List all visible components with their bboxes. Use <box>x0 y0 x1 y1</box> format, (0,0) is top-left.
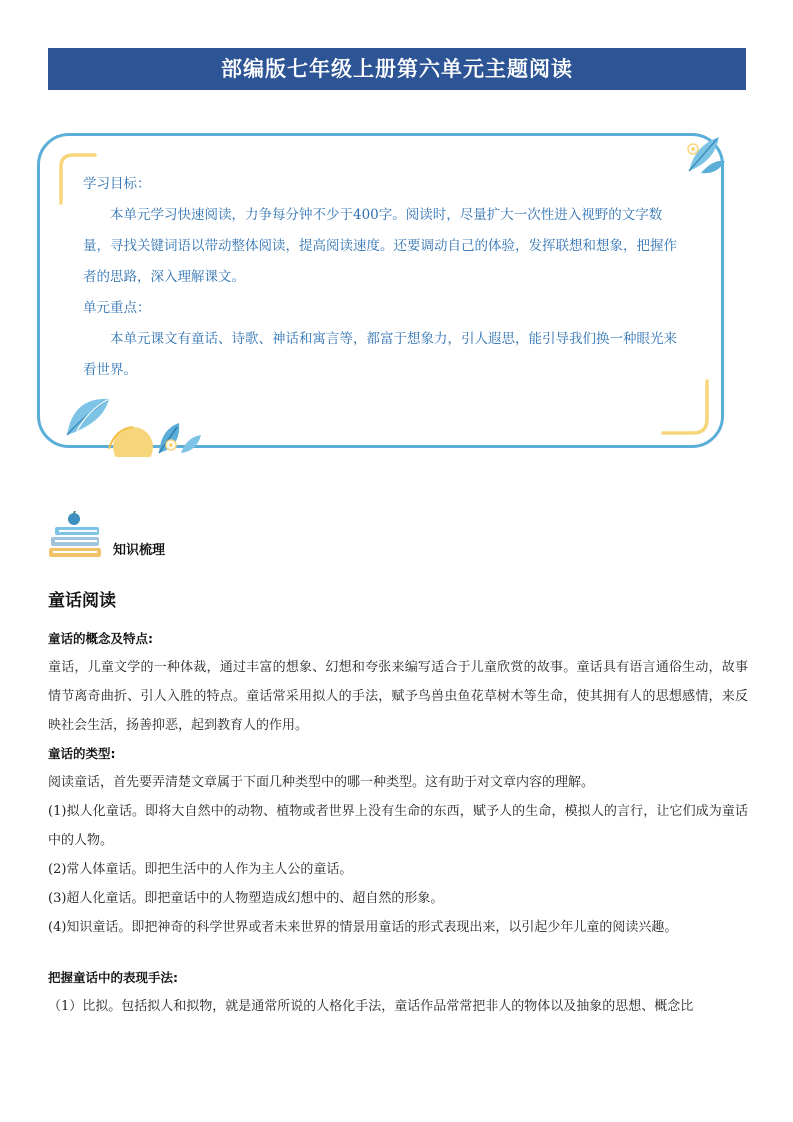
section-label: 知识梳理 <box>113 543 166 558</box>
type-item: (4)知识童话。即把神奇的科学世界或者未来世界的情景用童话的形式表现出来，以引起少年儿童的阅读兴趣。 <box>48 920 678 935</box>
concept-heading: 童话的概念及特点: <box>48 631 153 646</box>
leaf-flower-icon <box>679 133 727 177</box>
technique-paragraph: （1）比拟。包括拟人和拟物，就是通常所说的人格化手法，童话作品常常把非人的物体以及抽象的思想、概念比 <box>48 999 694 1014</box>
goal-paragraph: 本单元学习快速阅读，力争每分钟不少于400字。阅读时，尽量扩大一次性进入视野的文字数量，寻找关键词语以带动整体阅读，提高阅读速度。还要调动自己的体验，发挥联想和想象，把握作者的思路，深入理解课文。 <box>83 207 677 285</box>
goals-text <box>83 169 683 386</box>
umbrella-sun-icon <box>63 389 203 457</box>
goal-heading: 学习目标： <box>83 176 151 192</box>
types-heading: 童话的类型: <box>48 746 116 761</box>
technique-heading: 把握童话中的表现手法: <box>48 970 178 985</box>
type-item: (3)超人化童话。即把童话中的人物塑造成幻想中的、超自然的形象。 <box>48 891 444 906</box>
books-apple-icon <box>49 511 105 557</box>
learning-goals-box <box>37 133 724 448</box>
types-intro: 阅读童话，首先要弄清楚文章属于下面几种类型中的哪一种类型。这有助于对文章内容的理解。 <box>48 775 595 790</box>
main-content <box>48 586 748 1021</box>
section-heading: 童话阅读 <box>48 591 116 611</box>
key-heading: 单元重点： <box>83 300 151 316</box>
type-item: (1)拟人化童话。即将大自然中的动物、植物或者世界上没有生命的东西，赋予人的生命，模拟人的言行，让它们成为童话中的人物。 <box>48 804 748 848</box>
corner-bracket-bottom-right <box>659 377 711 437</box>
type-item: (2)常人体童话。即把生活中的人作为主人公的童话。 <box>48 862 353 877</box>
key-paragraph: 本单元课文有童话、诗歌、神话和寓言等，都富于想象力，引人遐思，能引导我们换一种眼光来看世界。 <box>83 331 677 378</box>
document-title: 部编版七年级上册第六单元主题阅读 <box>48 48 746 90</box>
concept-paragraph: 童话，儿童文学的一种体裁，通过丰富的想象、幻想和夸张来编写适合于儿童欣赏的故事。童话具有语言通俗生动，故事情节离奇曲折、引人入胜的特点。童话常采用拟人的手法，赋予鸟兽虫鱼花草树木等生命，使其拥有人的思想感情，来反映社会生活，扬善抑恶，起到教育人的作用。 <box>48 660 748 733</box>
